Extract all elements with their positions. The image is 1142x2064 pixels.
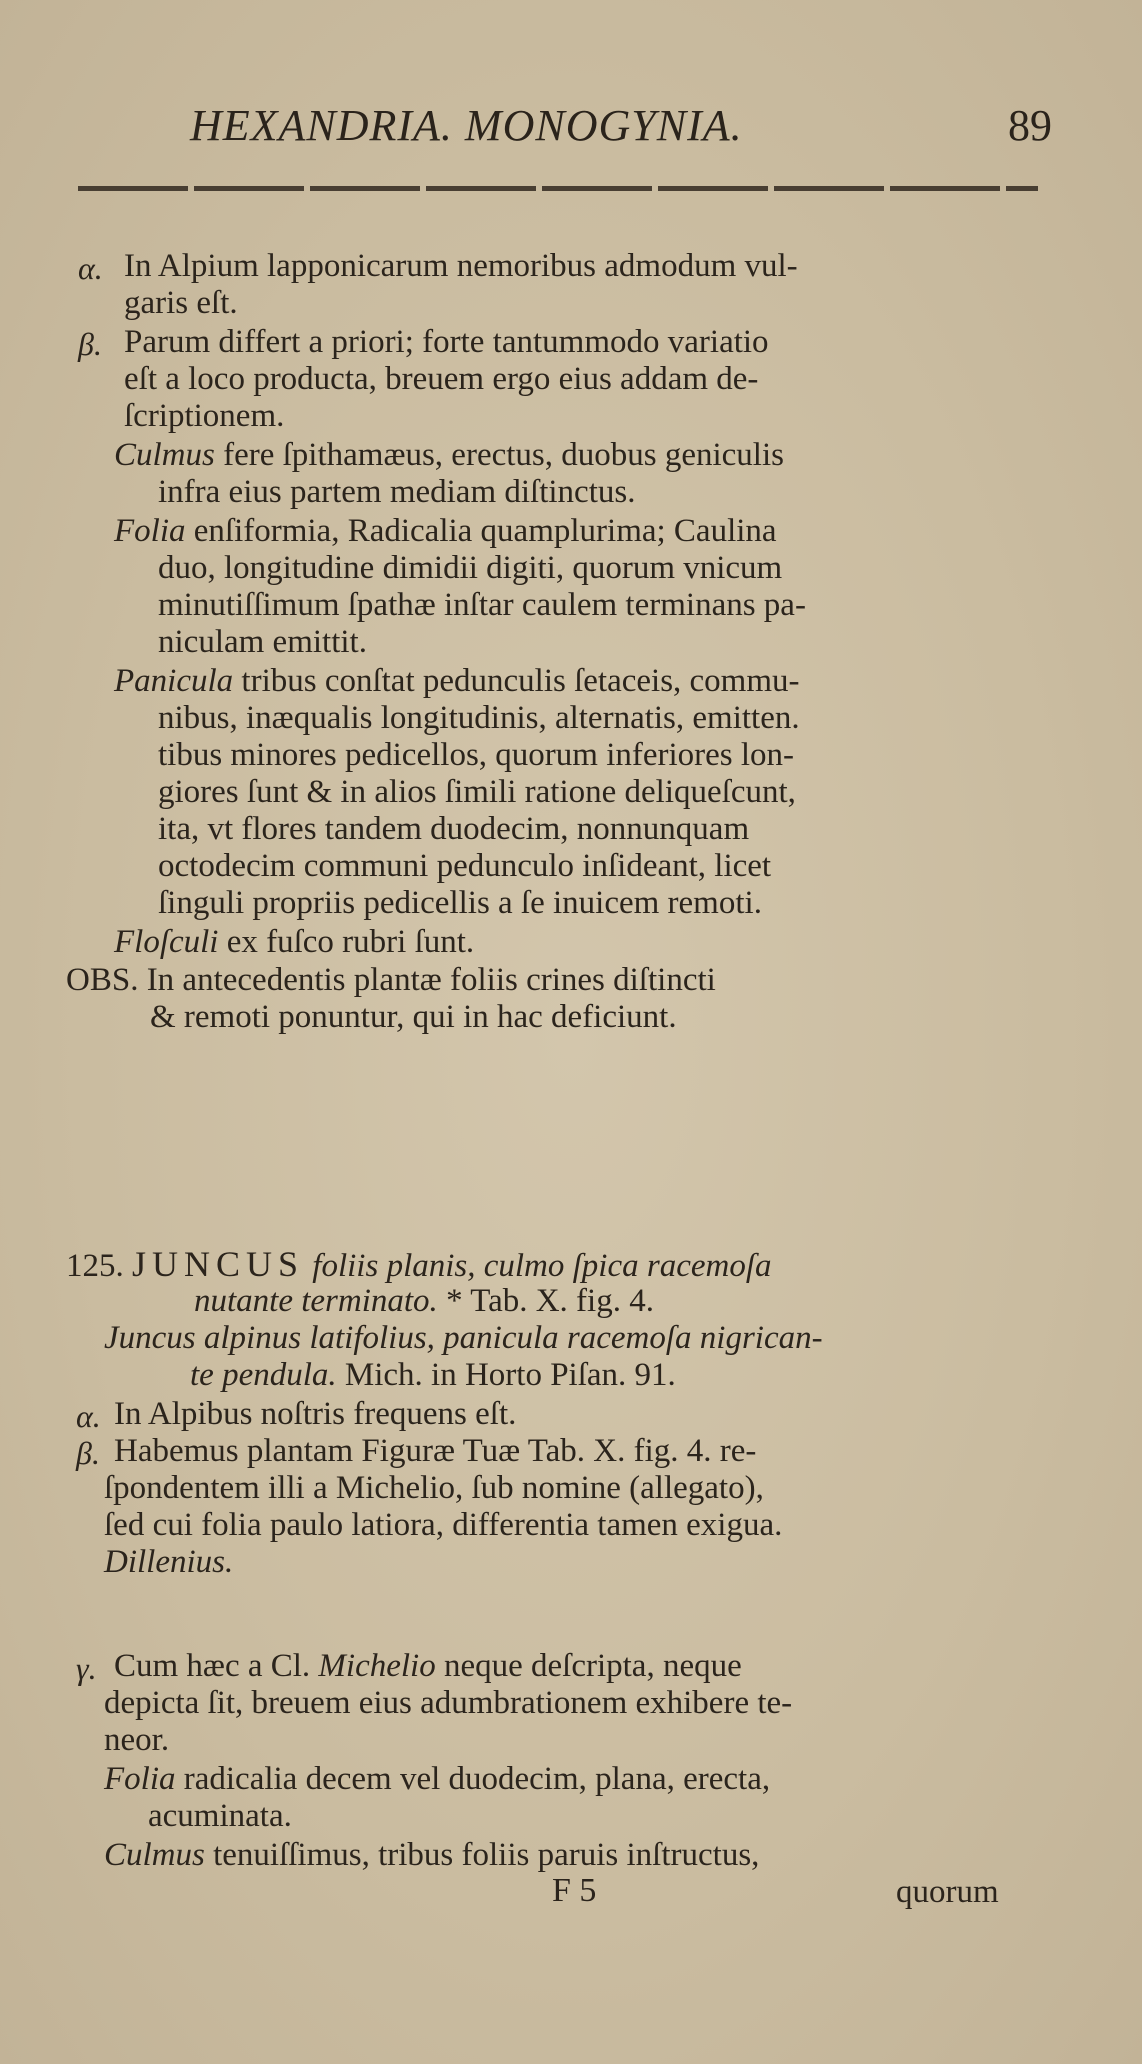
folia-paragraph — [114, 513, 777, 550]
culmus-paragraph — [114, 437, 784, 474]
folia-text: radicalia decem vel duodecim, plana, erecta, — [175, 1761, 771, 1797]
author-name: Dillenius. — [104, 1544, 234, 1580]
gamma-text: Cum hæc a Cl. — [114, 1648, 319, 1684]
text-line: giores ſunt & in alios ſimili ratione deliqueſcunt, — [158, 774, 796, 810]
text-line: depicta ſit, breuem eius adumbrationem exhibere te- — [104, 1685, 793, 1721]
alpha-marker: α. — [76, 1398, 101, 1434]
species-number: 125. — [66, 1248, 124, 1284]
running-head — [190, 100, 1070, 160]
genus-name: JUNCUS — [132, 1244, 305, 1284]
text-line: ſpondentem illi a Michelio, ſub nomine (allegato), — [104, 1470, 764, 1506]
flosculi-term: Floſculi — [114, 924, 219, 960]
text-line: ſcriptionem. — [124, 398, 285, 434]
gamma-text: neque deſcripta, neque — [435, 1648, 742, 1684]
obs-line: OBS. In antecedentis plantæ foliis crines diſtincti — [66, 962, 716, 998]
synonym-cont — [190, 1357, 676, 1394]
text-line: ſinguli propriis pedicellis a ſe inuicem remoti. — [158, 885, 762, 921]
text-line: minutiſſimum ſpathæ inſtar caulem terminans pa- — [158, 587, 806, 623]
panicula-term: Panicula — [114, 663, 234, 699]
alpha-marker: α. — [78, 250, 103, 286]
synonym-line: Juncus alpinus latifolius, panicula racemoſa nigrican- — [104, 1320, 823, 1356]
diagnosis-cont — [194, 1283, 654, 1320]
diagnosis: foliis planis, culmo ſpica racemoſa — [312, 1248, 772, 1284]
page-number: 89 — [1008, 101, 1052, 150]
beta-marker: β. — [78, 326, 102, 362]
culmus-text: fere ſpithamæus, erectus, duobus geniculis — [214, 437, 784, 473]
beta-marker: β. — [76, 1435, 100, 1471]
running-title: HEXANDRIA. MONOGYNIA. — [190, 101, 743, 150]
text-line: ſed cui folia paulo latiora, differentia tamen exigua. — [104, 1507, 783, 1543]
gamma-line — [114, 1648, 742, 1685]
culmus-term: Culmus — [114, 437, 215, 473]
panicula-paragraph — [114, 663, 800, 700]
flosculi-paragraph — [114, 924, 474, 961]
text-line: ita, vt flores tandem duodecim, nonnunquam — [158, 811, 750, 847]
panicula-text: tribus conſtat pedunculis ſetaceis, commu- — [233, 663, 800, 699]
catchword: quorum — [896, 1874, 999, 1910]
text-line: octodecim communi pedunculo inſideant, licet — [158, 848, 772, 884]
text-line: Habemus plantam Figuræ Tuæ Tab. X. fig. 4. re- — [114, 1433, 757, 1469]
text-line: Parum differt a priori; forte tantummodo variatio — [124, 324, 769, 360]
synonym-ref: Mich. in Horto Piſan. 91. — [336, 1357, 676, 1393]
culmus-text: tenuiſſimus, tribus foliis paruis inſtructus, — [204, 1837, 760, 1873]
culmus-paragraph — [104, 1837, 759, 1874]
gamma-marker: γ. — [76, 1650, 97, 1686]
obs-line: & remoti ponuntur, qui in hac deficiunt. — [150, 999, 677, 1035]
species-heading — [66, 1246, 772, 1285]
text-line: niculam emittit. — [158, 624, 367, 660]
text-line: duo, longitudine dimidii digiti, quorum vnicum — [158, 550, 783, 586]
text-line: In Alpibus noſtris frequens eſt. — [114, 1396, 517, 1432]
text-line: infra eius partem mediam diſtinctus. — [158, 474, 636, 510]
michelio-name: Michelio — [318, 1648, 436, 1684]
text-line: In Alpium lapponicarum nemoribus admodum vul- — [124, 248, 798, 284]
text-line: acuminata. — [148, 1798, 292, 1834]
diagnosis-end: nutante terminato. — [194, 1283, 438, 1319]
folia-text: enſiformia, Radicalia quamplurima; Caulina — [185, 513, 777, 549]
signature-mark: F 5 — [552, 1872, 597, 1909]
text-line: garis eſt. — [124, 285, 238, 321]
flosculi-text: ex fuſco rubri ſunt. — [218, 924, 475, 960]
synonym-end: te pendula. — [190, 1357, 337, 1393]
folia-term: Folia — [104, 1761, 176, 1797]
text-line: eſt a loco producta, breuem ergo eius addam de- — [124, 361, 759, 397]
culmus-term: Culmus — [104, 1837, 205, 1873]
figure-ref: * Tab. X. fig. 4. — [446, 1283, 654, 1319]
text-line: nibus, inæqualis longitudinis, alternatis, emitten. — [158, 700, 800, 736]
header-rule — [78, 186, 1038, 191]
text-line: neor. — [104, 1722, 170, 1758]
folia-paragraph — [104, 1761, 770, 1798]
text-line: tibus minores pedicellos, quorum inferiores lon- — [158, 737, 795, 773]
folia-term: Folia — [114, 513, 186, 549]
